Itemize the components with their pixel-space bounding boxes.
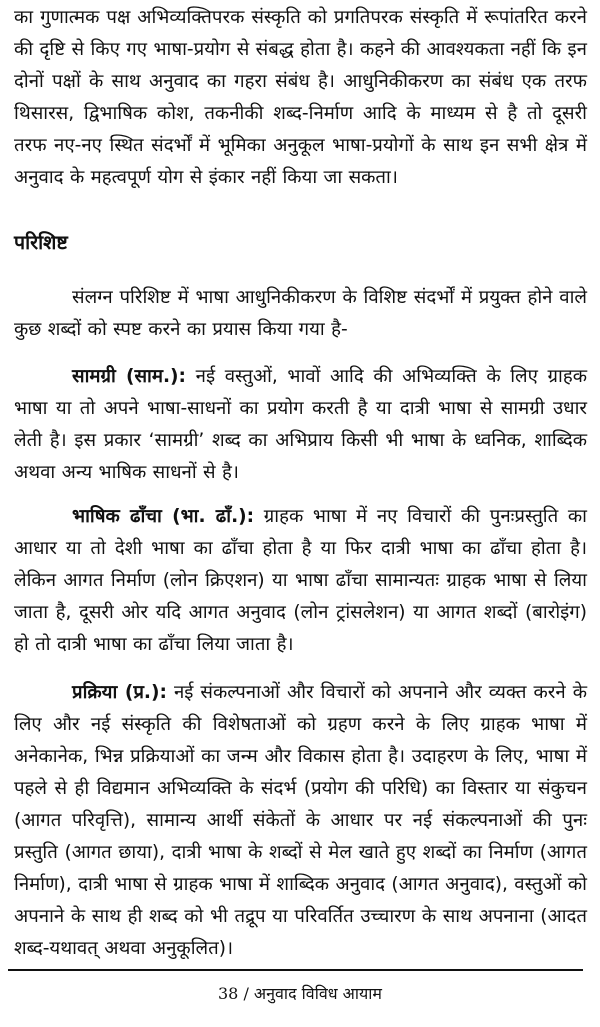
entry-text: नई वस्तुओं, भावों आदि की अभिव्यक्ति के लिए ग्राहक भाषा या तो अपने भाषा-साधनों का प्रयोग करती है या दात्री भाषा से सामग्री उधार लेती है। इस प्रकार ‘सामग्री’ शब्द का अभिप्राय किसी भी भाषा के ध्वनिक, शाब्दिक अथवा अन्य भाषिक साधनों से है। [14,366,587,483]
appendix-intro-paragraph: संलग्न परिशिष्ट में भाषा आधुनिकीकरण के विशिष्ट संदर्भों में प्रयुक्त होने वाले कुछ शब्दों को स्पष्ट करने का प्रयास किया गया है- [14,287,587,340]
intro-paragraph: का गुणात्मक पक्ष अभिव्यक्तिपरक संस्कृति को प्रगतिपरक संस्कृति में रूपांतरित करने की दृष्टि से किए गए भाषा-प्रयोग से संबद्ध होता है। कहने की आवश्यकता नहीं कि इन दोनों पक्षों के साथ अनुवाद का गहरा संबंध है। आधुनिकीकरण का संबंध एक तरफ थिसारस, द्विभाषिक कोश, तकनीकी शब्द-निर्माण आदि के माध्यम से है तो दूसरी तरफ नए-नए स्थित संदर्भों में भूमिका अनुकूल भाषा-प्रयोगों के साथ इन सभी क्षेत्र में अनुवाद के महत्वपूर्ण योग से इंकार नहीं किया जा सकता। [14,7,587,188]
document-page [14,0,587,1027]
entry-term: प्रक्रिया (प्र.): [72,682,167,703]
page-footer: 38 / अनुवाद विविध आयाम [218,984,382,1003]
entry-term: सामग्री (साम.): [72,366,186,387]
entry-paragraph-dhancha [14,501,587,661]
footer-divider [8,969,583,971]
entry-text: ग्राहक भाषा में नए विचारों की पुनःप्रस्तुति का आधार या तो देशी भाषा का ढाँचा होता है या फिर दात्री भाषा का ढाँचा होता है। लेकिन आगत निर्माण (लोन क्रिएशन) या भाषा ढाँचा सामान्यतः ग्राहक भाषा से लिया जाता है, दूसरी ओर यदि आगत अनुवाद (लोन ट्रांसलेशन) या आगत शब्दों (बारोइंग) हो तो दात्री भाषा का ढाँचा लिया जाता है। [14,506,587,655]
entry-text: नई संकल्पनाओं और विचारों को अपनाने और व्यक्त करने के लिए और नई संस्कृति की विशेषताओं को ग्रहण करने के लिए ग्राहक भाषा में अनेकानेक, भिन्न प्रक्रियाओं का जन्म और विकास होता है। उदाहरण के लिए, भाषा में पहले से ही विद्यमान अभिव्यक्ति के संदर्भ (प्रयोग की परिधि) का विस्तार या संकुचन (आगत परिवृत्ति), सामान्य आर्थी संकेतों के आधार पर नई संकल्पनाओं की पुनः प्रस्तुति (आगत छाया), दात्री भाषा के शब्दों से मेल खाते हुए शब्दों का निर्माण (आगत निर्माण), दात्री भाषा से ग्राहक भाषा में शाब्दिक अनुवाद (आगत अनुवाद), वस्तुओं को अपनाने के साथ ही शब्द को भी तद्रूप या परिवर्तित उच्चारण के साथ अपनाना (आदत शब्द-यथावत् अथवा अनुकूलित)। [14,682,587,959]
entry-term: भाषिक ढाँचा (भा. ढाँ.): [72,506,255,527]
section-heading: परिशिष्ट [14,231,68,254]
entry-paragraph-samagri [14,361,587,489]
entry-paragraph-prakriya [14,677,587,965]
